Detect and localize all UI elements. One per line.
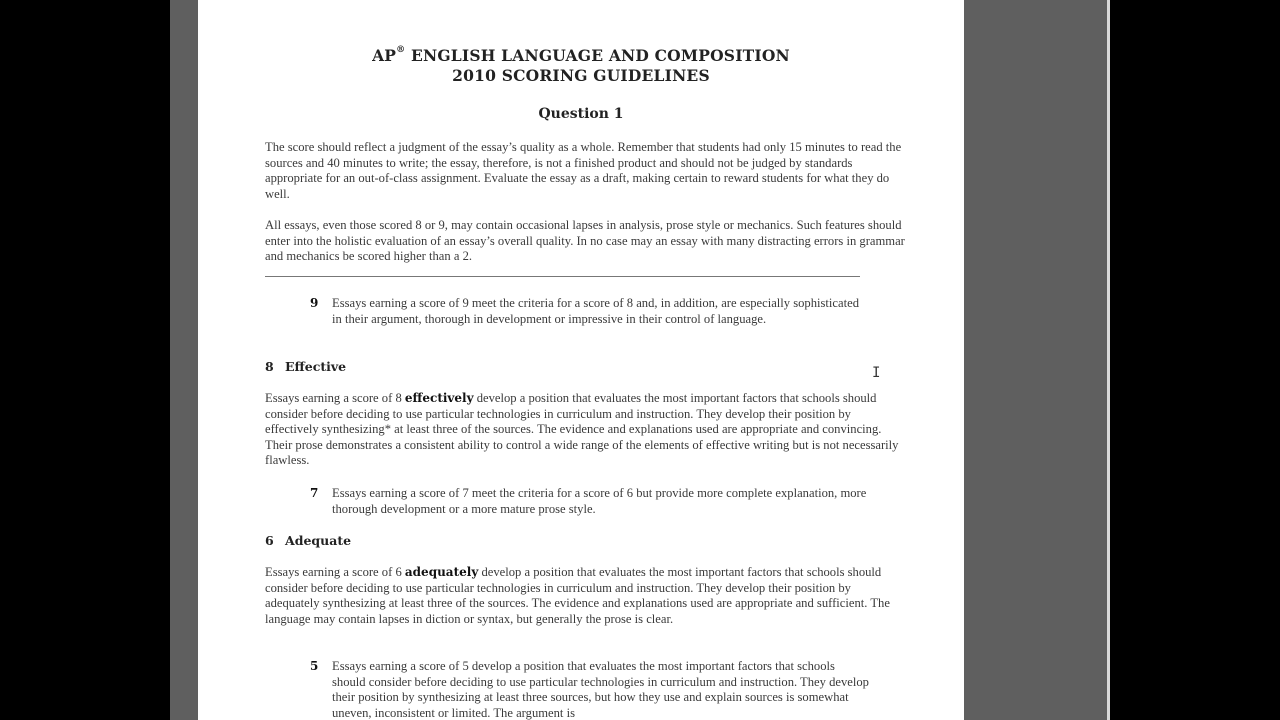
question-heading: Question 1: [538, 106, 624, 122]
score-number: 8: [265, 359, 274, 374]
emphasis: effectively: [404, 391, 474, 405]
scrollbar[interactable]: [1107, 0, 1110, 720]
text-segment: Essays earning a score of 6: [265, 565, 405, 579]
title-prefix: AP: [372, 46, 397, 65]
document-subtitle: 2010 SCORING GUIDELINES: [452, 66, 710, 85]
score-6-heading: [265, 533, 351, 548]
score-number: 5: [310, 659, 319, 673]
score-description: Essays earning a score of 9 meet the criteria for a score of 8 and, in addition, are especially sophisticated in their argument, thorough in development or impressive in their control of language.: [332, 296, 859, 326]
document-title: [198, 46, 964, 65]
score-8-description: [265, 391, 905, 469]
intro-paragraph-2: All essays, even those scored 8 or 9, may contain occasional lapses in analysis, prose style or mechanics. Such features should enter into the holistic evaluation of an essay’s overall quality. In no case may an essay with many distracting errors in grammar and mechanics be scored higher than a 2.: [265, 218, 905, 264]
text-segment: develop a position that evaluates the most important factors that schools should consider before deciding to use particular technologies in curriculum and instruction. They develop their position by effectively synthesizing* at least three of the sources. The evidence and explanations used are appropriate and convincing. Their prose demonstrates a consistent ability to control a wide range of the elements of effective writing but is not necessarily flawless.: [265, 391, 899, 468]
intro-paragraph-1: The score should reflect a judgment of the essay’s quality as a whole. Remember that students had only 15 minutes to read the sources and 40 minutes to write; the essay, therefore, is not a finished product and should not be judged by standards appropriate for an out-of-class assignment. Evaluate the essay as a draft, making certain to reward students for what they do well.: [265, 140, 902, 201]
score-8-heading: [265, 359, 346, 374]
score-5-item: [310, 659, 870, 720]
score-number: 9: [310, 296, 319, 310]
score-number: 6: [265, 533, 274, 548]
emphasis: adequately: [404, 565, 479, 579]
text-cursor-icon: I: [872, 365, 881, 381]
text-segment: Essays earning a score of 8: [265, 391, 405, 405]
score-label: Adequate: [285, 533, 352, 548]
score-number: 7: [310, 486, 319, 500]
score-6-description: [265, 565, 905, 627]
title-rest: ENGLISH LANGUAGE AND COMPOSITION: [405, 46, 790, 65]
score-description: Essays earning a score of 7 meet the criteria for a score of 6 but provide more complete explanation, more thorough development or a more mature prose style.: [332, 486, 867, 516]
registered-mark: ®: [396, 45, 406, 55]
divider: [265, 276, 860, 277]
text-segment: develop a position that evaluates the most important factors that schools should consider before deciding to use particular technologies in curriculum and instruction. They develop their position by adequately synthesizing at least three of the sources. The evidence and explanations used are appropriate and sufficient. The language may contain lapses in diction or syntax, but generally the prose is clear.: [265, 565, 890, 626]
score-description: Essays earning a score of 5 develop a position that evaluates the most important factors that schools should consider before deciding to use particular technologies in curriculum and instruction. They develop their position by synthesizing at least three sources, but how they use and explain sources is somewhat uneven, inconsistent or limited. The argument is: [332, 659, 869, 720]
document-page: [198, 0, 964, 720]
score-7-item: [310, 486, 870, 517]
score-label: Effective: [285, 359, 347, 374]
score-9-item: [310, 296, 870, 327]
